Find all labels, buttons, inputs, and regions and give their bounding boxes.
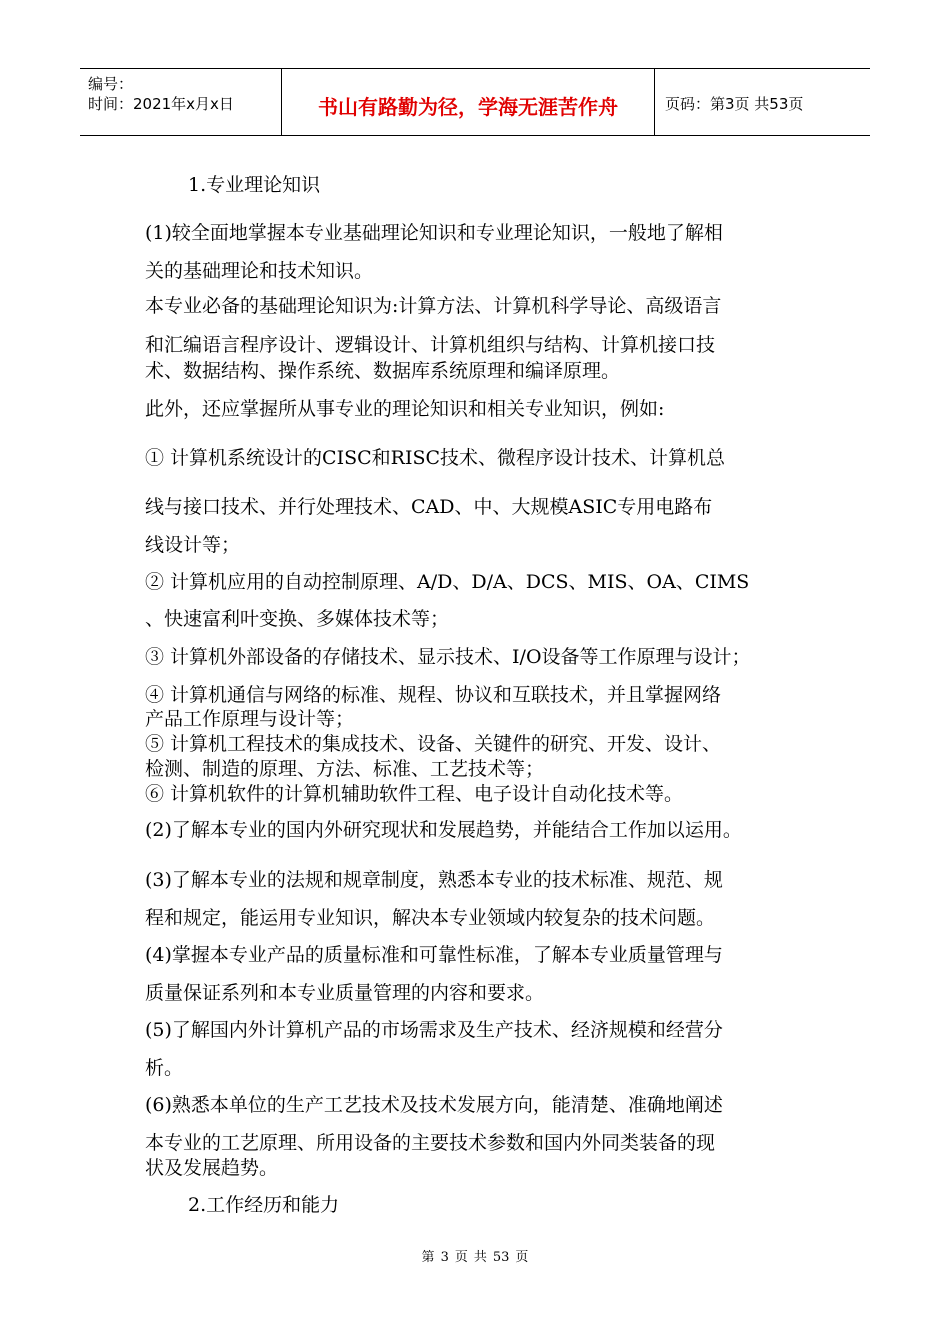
paragraph-line: 析。 [145, 1057, 184, 1079]
paragraph-line: 此外，还应掌握所从事专业的理论知识和相关专业知识，例如: [145, 398, 665, 420]
footer-di: 第 [421, 1250, 435, 1265]
paragraph-line: (2)了解本专业的国内外研究现状和发展趋势，并能结合工作加以运用。 [145, 819, 742, 841]
paragraph-line: 状及发展趋势。 [145, 1157, 279, 1179]
list-item-line: ② 计算机应用的自动控制原理、A/D、D/A、DCS、MIS、OA、CIMS [145, 571, 750, 593]
header-table [80, 68, 870, 136]
paragraph-line: 本专业必备的基础理论知识为:计算方法、计算机科学导论、高级语言 [145, 295, 722, 317]
paragraph-line: (5)了解国内外计算机产品的市场需求及生产技术、经济规模和经营分 [145, 1019, 723, 1041]
header-page-indicator: 页码：第3页 共53页 [665, 95, 804, 113]
list-item-line: ⑥ 计算机软件的计算机辅助软件工程、电子设计自动化技术等。 [145, 783, 684, 805]
paragraph-line: (1)较全面地掌握本专业基础理论知识和专业理论知识，一般地了解相 [145, 222, 723, 244]
list-item-line: 线设计等； [145, 534, 241, 556]
list-item-line: ④ 计算机通信与网络的标准、规程、协议和互联技术，并且掌握网络 [145, 684, 722, 706]
header-right-cell [655, 69, 870, 136]
section-heading: 2.工作经历和能力 [188, 1194, 340, 1216]
footer-ye: 页 [515, 1250, 529, 1265]
footer-total-pages: 53 [492, 1250, 510, 1265]
paragraph-line: 质量保证系列和本专业质量管理的内容和要求。 [145, 982, 545, 1004]
paragraph-line: (4)掌握本专业产品的质量标准和可靠性标准，了解本专业质量管理与 [145, 944, 723, 966]
list-item-line: 线与接口技术、并行处理技术、CAD、中、大规模ASIC专用电路布 [145, 496, 713, 518]
list-item-line: ① 计算机系统设计的CISC和RISC技术、微程序设计技术、计算机总 [145, 447, 726, 469]
paragraph-line: (6)熟悉本单位的生产工艺技术及技术发展方向，能清楚、准确地阐述 [145, 1094, 723, 1116]
paragraph-line: (3)了解本专业的法规和规章制度，熟悉本专业的技术标准、规范、规 [145, 869, 723, 891]
document-date-label: 时间：2021年x月x日 [88, 95, 234, 113]
header-motto: 书山有路勤为径，学海无涯苦作舟 [318, 95, 618, 119]
paragraph-line: 关的基础理论和技术知识。 [145, 260, 374, 282]
header-left-cell [80, 69, 282, 136]
footer-gong: 共 [473, 1250, 487, 1265]
list-item-line: ③ 计算机外部设备的存储技术、显示技术、I/O设备等工作原理与设计； [145, 646, 751, 668]
paragraph-line: 术、数据结构、操作系统、数据库系统原理和编译原理。 [145, 360, 621, 382]
page-footer [0, 1246, 950, 1265]
document-number-label: 编号： [88, 75, 134, 93]
list-item-line: 产品工作原理与设计等； [145, 708, 355, 730]
section-heading: 1.专业理论知识 [188, 174, 321, 196]
paragraph-line: 本专业的工艺原理、所用设备的主要技术参数和国内外同类装备的现 [145, 1132, 716, 1154]
footer-page-number: 3 [440, 1250, 449, 1265]
list-item-line: 检测、制造的原理、方法、标准、工艺技术等； [145, 758, 545, 780]
header-middle-cell [282, 69, 655, 136]
paragraph-line: 程和规定，能运用专业知识，解决本专业领域内较复杂的技术问题。 [145, 907, 716, 929]
footer-ye: 页 [454, 1250, 468, 1265]
paragraph-line: 和汇编语言程序设计、逻辑设计、计算机组织与结构、计算机接口技 [145, 334, 716, 356]
list-item-line: 、快速富利叶变换、多媒体技术等； [145, 608, 450, 630]
list-item-line: ⑤ 计算机工程技术的集成技术、设备、关键件的研究、开发、设计、 [145, 733, 722, 755]
